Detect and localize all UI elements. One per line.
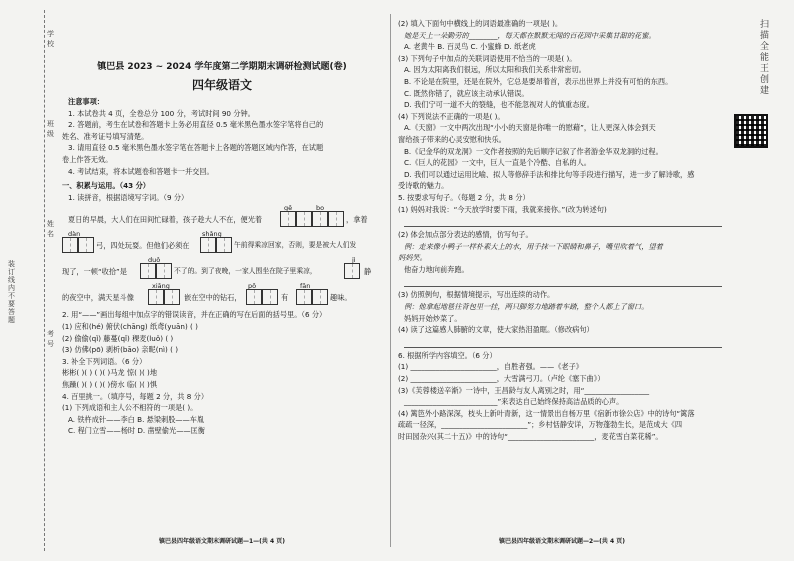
char-box[interactable] (280, 211, 296, 227)
char-box[interactable] (164, 289, 180, 305)
pinyin-label: pō (248, 282, 257, 291)
q2-row-2: (2) 偷偷(qǐ) 藤蔓(qǐ) 稞麦(luǒ) ( ) (62, 333, 174, 343)
char-box[interactable] (216, 237, 232, 253)
notice-1: 1. 本试卷共 4 页，全卷总分 100 分，考试时间 90 分钟。 (68, 108, 255, 118)
q4-4: (4) 下列说法不正确的一项是( )。 (398, 111, 505, 121)
passage-text: 的夜空中，满天星斗像 (62, 293, 134, 303)
q3-row-1: 彬彬( )( ) ( )( )马龙 惊( )( )地 (62, 368, 158, 378)
school-label-2: 校 (47, 40, 54, 48)
notice-3-cont: 卷上作答无效。 (62, 154, 113, 164)
pinyin-row-1 (62, 203, 382, 229)
pinyin-label: bo (316, 204, 325, 213)
pinyin-row-4 (62, 281, 382, 307)
q4-3: (3) 下列句子中加点的关联词语使用不恰当的一项是( )。 (398, 53, 577, 63)
char-box[interactable] (148, 289, 164, 305)
q4-3-option-c: C. 既然你错了，就应该主动承认错误。 (404, 88, 529, 98)
passage-text: 不了的。到了夜晚，一家人围坐在院子里乘凉， (174, 267, 317, 276)
q5-2: (2) 体会加点部分表达的感情，仿写句子。 (398, 230, 533, 240)
q5-3: (3) 仿照例句，根据情境提示，写出连续的动作。 (398, 290, 555, 300)
char-box[interactable] (246, 289, 262, 305)
q4-2-quote: 她是天上一朵勤劳的________，每天都在默默无闻的百花园中采集甘甜的花蜜。 (404, 30, 656, 40)
char-box[interactable] (312, 211, 328, 227)
pinyin-label: fān (300, 282, 311, 291)
q6-4: (4) 篱笆外小路深深，枝头上新叶青新，这一情景出自杨万里《宿新市徐公店》中的诗句“篱落 (398, 408, 695, 418)
question-6: 6. 根据所学内容填空。（6 分） (398, 350, 497, 360)
q5-2-example: 例：走来像小鸭子一样朴素大上的水，用手抹一下眼睛和鼻子，嘴里吹着气，望着 (404, 241, 663, 251)
school-label: 学 (47, 30, 54, 38)
notice-2-cont: 姓名、准考证号填写清楚。 (62, 131, 149, 141)
question-2: 2. 用“——”画出每组中加点字的错误读音，并在正确的写在后面的括号里。（6 分） (62, 310, 327, 320)
exam-number-label: 考 (47, 330, 54, 338)
q5-2-prompt: 他奋力地向前奔跑。 (404, 264, 469, 274)
passage-text: 有 (281, 293, 289, 303)
q5-3-prompt: 妈妈开始炒菜了。 (404, 313, 462, 323)
exam-subtitle: 四年级语文 (191, 78, 252, 92)
notice-2: 2. 答题前，考生在试卷和答题卡上务必用直径 0.5 毫米黑色墨水签字笔将自己的 (68, 120, 324, 130)
char-box[interactable] (296, 289, 312, 305)
q5-3-example: 例：他拿起地毯往背包里一挂，两只脚努力地踏着车踏，整个人都上了窗口。 (404, 302, 649, 312)
q3-row-2: 焦躁( )( ) ( )( )傍水 临( )( )惧 (62, 379, 158, 389)
question-4: 4. 百里挑一。（填序号，每题 2 分，共 8 分） (62, 391, 209, 401)
question-3: 3. 补全下列词语。（6 分） (62, 356, 147, 366)
q6-2: (2) ________________________，大雪满弓刀。（卢纶《塞下曲》） (398, 374, 605, 384)
q6-4-cont: 疏疏一径深，________________________”；乡村恬静安详，万物蓬勃生长，是范成大《四 (398, 420, 683, 430)
answer-line[interactable] (404, 336, 722, 348)
q4-2-options: A. 老黄牛 B. 百灵鸟 C. 小蜜蜂 D. 纸老虎 (404, 42, 536, 52)
q4-2: (2) 填入下面句中横线上的词语最准确的一项是( )。 (398, 19, 563, 28)
binding-margin (0, 0, 58, 561)
answer-line[interactable] (404, 275, 722, 287)
q4-1-options-ab: A. 铁杵成针——李白 B. 悬梁刺股——车胤 (68, 414, 205, 424)
q6-1: (1) ________________________，自胜者强。——《老子》 (398, 362, 583, 372)
q4-4-option-a: A.《天窗》一文中两次出现“小小的天窗是你唯一的慰藉”，让人更深入体会到天 (404, 123, 656, 133)
char-box[interactable] (62, 237, 78, 253)
q5-4: (4) 读了这篇感人肺腑的文章，使大家热泪盈眶。（修改病句） (398, 325, 594, 335)
pinyin-label: xiāng (152, 282, 170, 291)
char-box[interactable] (78, 237, 94, 253)
q4-4-option-c: C.《巨人的花园》一文中，巨人一直是个冷酷、自私的人。 (404, 158, 591, 168)
qr-code-icon (734, 114, 768, 148)
q4-3-option-d: D. 我们宁可一道不大的裂缝，也不能忽视对人的慎重态度。 (404, 100, 594, 110)
notice-3: 3. 请用直径 0.5 毫米黑色墨水签字笔在答题卡上各题的答题区域内作答，在试题 (68, 143, 324, 153)
page-2-footer: 镇巴县四年级语文期末调研试题—2—(共 4 页) (498, 538, 625, 545)
pinyin-label: duǒ (148, 256, 161, 265)
question-5: 5. 按要求写句子。（每题 2 分，共 8 分） (398, 192, 530, 202)
passage-text: 午前得乘凉回家，否则，要是被大人们发 (234, 241, 357, 250)
char-box[interactable] (296, 211, 312, 227)
class-label: 班 (47, 120, 54, 128)
q4-4-option-d: D. 我们可以通过运用比喻、拟人等修辞手法和排比句等手段进行描写，进一步了解诗歌，感 (404, 169, 695, 179)
pinyin-label: gē (284, 204, 293, 213)
q2-row-1: (1) 应和(hé) 俯伏(chāng) 纸鸢(yuān) ( ) (62, 321, 198, 331)
notice-heading: 注意事项： (68, 97, 104, 106)
q4-3-option-b: B. 不论是在院里，还是在院外，它总是要昂着首，表示出世界上并没有可怕的东西。 (404, 76, 673, 86)
char-box[interactable] (200, 237, 216, 253)
page-2 (398, 18, 726, 443)
section-1-heading: 一、积累与运用。（43 分） (62, 181, 150, 191)
char-box[interactable] (344, 263, 360, 279)
passage-text: 静 (364, 267, 372, 277)
passage-text: 现了，一顿“收拾”是 (62, 267, 127, 277)
q4-4-option-a-cont: 窗给孩子带来的心灵安慰和快乐。 (398, 134, 506, 144)
q2-row-3: (3) 仿佛(pō) 剥析(bāo) 亲昵(nì) ( ) (62, 345, 179, 355)
q6-3: (3)《芙蓉楼送辛渐》一诗中，王昌龄与友人离别之时，用“__________________ (398, 385, 650, 395)
q4-4-option-d-cont: 受诗歌的魅力。 (398, 181, 449, 191)
name-label-2: 名 (47, 230, 54, 238)
pinyin-label: dàn (68, 230, 81, 239)
char-box[interactable] (328, 211, 344, 227)
answer-line[interactable] (404, 215, 722, 227)
page-1-footer: 镇巴县四年级语文期末调研试题—1—(共 4 页) (158, 538, 285, 545)
passage-text: 夏日的早晨，大人们在田间忙碌着，孩子趁大人不在，便光着 (68, 215, 263, 225)
passage-text: 嵌在空中的钻石， (184, 293, 242, 303)
exam-number-label-2: 号 (47, 340, 54, 348)
q5-2-example-cont: 妈妈笑。 (398, 253, 427, 263)
char-box[interactable] (156, 263, 172, 279)
pinyin-label: jì (352, 256, 356, 265)
char-box[interactable] (140, 263, 156, 279)
question-1: 1. 读拼音，根据语境写字词。（9 分） (68, 192, 189, 202)
char-box[interactable] (312, 289, 328, 305)
pinyin-row-3 (62, 255, 382, 281)
q4-4-option-b: B.《记金华的双龙洞》一文作者按照的先后顺序记叙了作者游金华双龙洞的过程。 (404, 146, 663, 156)
passage-text: 趣味。 (330, 293, 352, 303)
q6-4-cont-2: 时田园杂兴(其二十五)》中的诗句“________________________，麦花雪白菜花稀”。 (398, 432, 663, 441)
binding-warning: 装订线内不要答题 (8, 260, 15, 324)
pinyin-row-2 (62, 229, 382, 255)
exam-title: 镇巴县 2023 ~ 2024 学年度第二学期期末调研检测试题(卷) (97, 62, 347, 72)
pinyin-label: shǎng (202, 230, 222, 239)
q4-3-option-a: A. 因为太阳离我们很远，所以太阳和我们关系非常密切。 (404, 65, 586, 75)
q5-1: (1) 妈妈对我说：“今天放学时要下雨，我就来接你。”(改为转述句) (398, 204, 607, 214)
char-box[interactable] (262, 289, 278, 305)
name-label: 姓 (47, 220, 54, 228)
scanner-watermark: 扫描全能王 创建 (760, 20, 770, 96)
q4-1-options-cd: C. 程门立雪——杨时 D. 凿壁偷光——匡衡 (68, 426, 205, 436)
q4-1: (1) 下列成语和主人公不相符的一项是( )。 (62, 403, 198, 413)
page-divider (390, 14, 391, 547)
class-label-2: 级 (47, 130, 54, 138)
binding-dashed-line (44, 10, 45, 551)
passage-text: 弓，四处玩耍。但他们必须在 (96, 241, 190, 251)
passage-text: ，拿着 (346, 215, 368, 225)
page-1 (62, 18, 382, 437)
q6-3-cont: __________________________”来表达自己始终保持高洁品质的心声。 (404, 397, 624, 407)
notice-4: 4. 考试结束，将本试题卷和答题卡一并交回。 (68, 166, 214, 176)
